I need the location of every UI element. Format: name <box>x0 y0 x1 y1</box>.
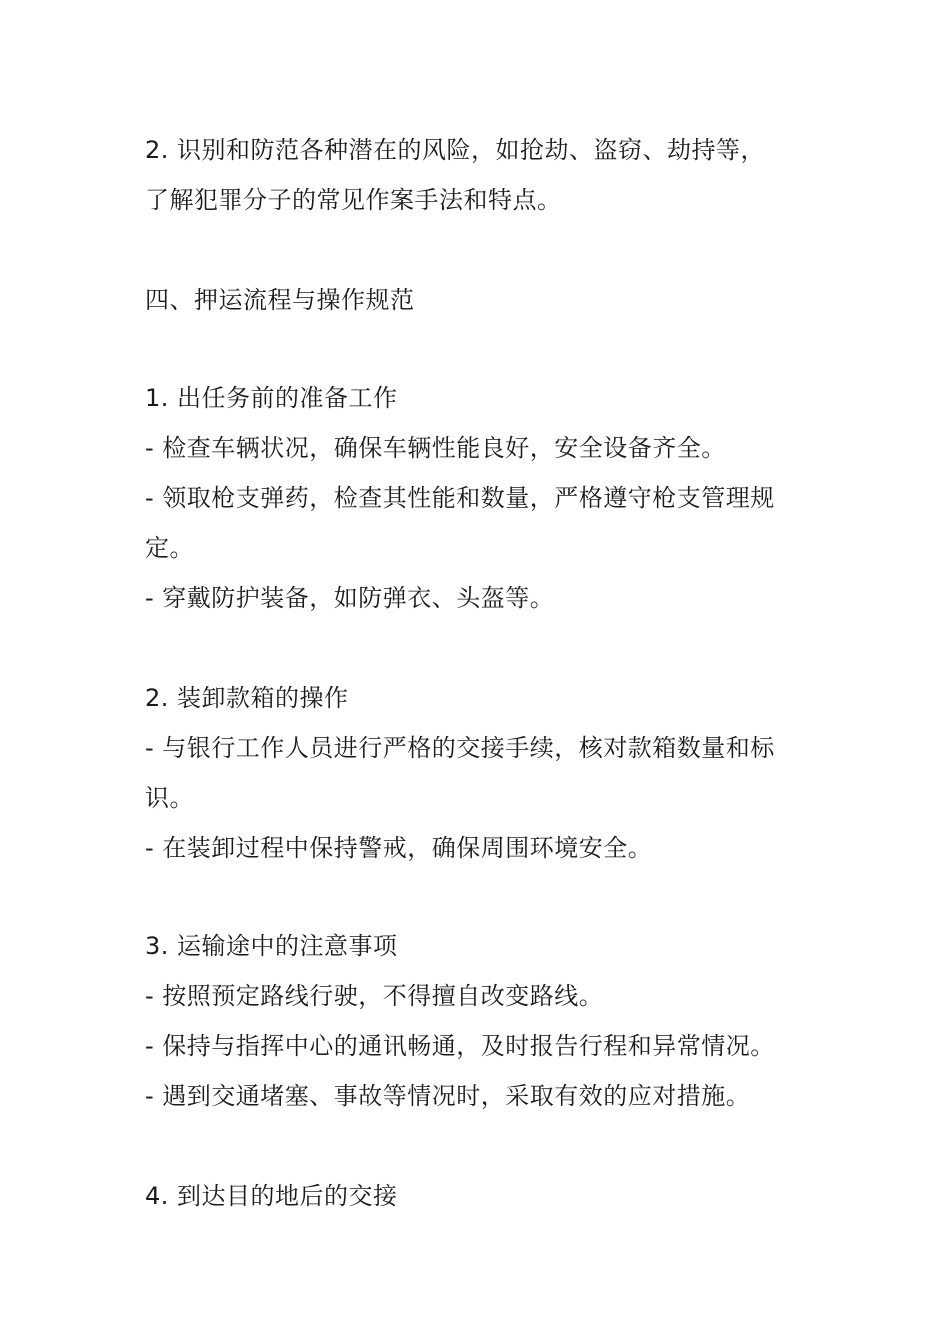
bullet-item: - 穿戴防护装备，如防弹衣、头盔等。 <box>145 584 555 612</box>
bullet-item: - 在装卸过程中保持警戒，确保周围环境安全。 <box>145 834 653 862</box>
bullet-item: - 按照预定路线行驶，不得擅自改变路线。 <box>145 982 604 1010</box>
bullet-item: - 遇到交通堵塞、事故等情况时，采取有效的应对措施。 <box>145 1082 751 1110</box>
list-item-continuation: 了解犯罪分子的常见作案手法和特点。 <box>145 186 562 214</box>
bullet-item: - 保持与指挥中心的通讯畅通，及时报告行程和异常情况。 <box>145 1032 775 1060</box>
subsection-heading: 4. 到达目的地后的交接 <box>145 1182 398 1210</box>
bullet-item: - 领取枪支弹药，检查其性能和数量，严格遵守枪支管理规 <box>145 484 775 512</box>
bullet-item-continuation: 定。 <box>145 534 194 562</box>
list-item: 2. 识别和防范各种潜在的风险，如抢劫、盗窃、劫持等， <box>145 136 766 164</box>
section-heading: 四、押运流程与操作规范 <box>145 286 415 314</box>
subsection-heading: 3. 运输途中的注意事项 <box>145 932 398 960</box>
bullet-item: - 与银行工作人员进行严格的交接手续，核对款箱数量和标 <box>145 734 775 762</box>
bullet-item: - 检查车辆状况，确保车辆性能良好，安全设备齐全。 <box>145 434 726 462</box>
subsection-heading: 1. 出任务前的准备工作 <box>145 384 398 412</box>
subsection-heading: 2. 装卸款箱的操作 <box>145 684 349 712</box>
bullet-item-continuation: 识。 <box>145 784 194 812</box>
